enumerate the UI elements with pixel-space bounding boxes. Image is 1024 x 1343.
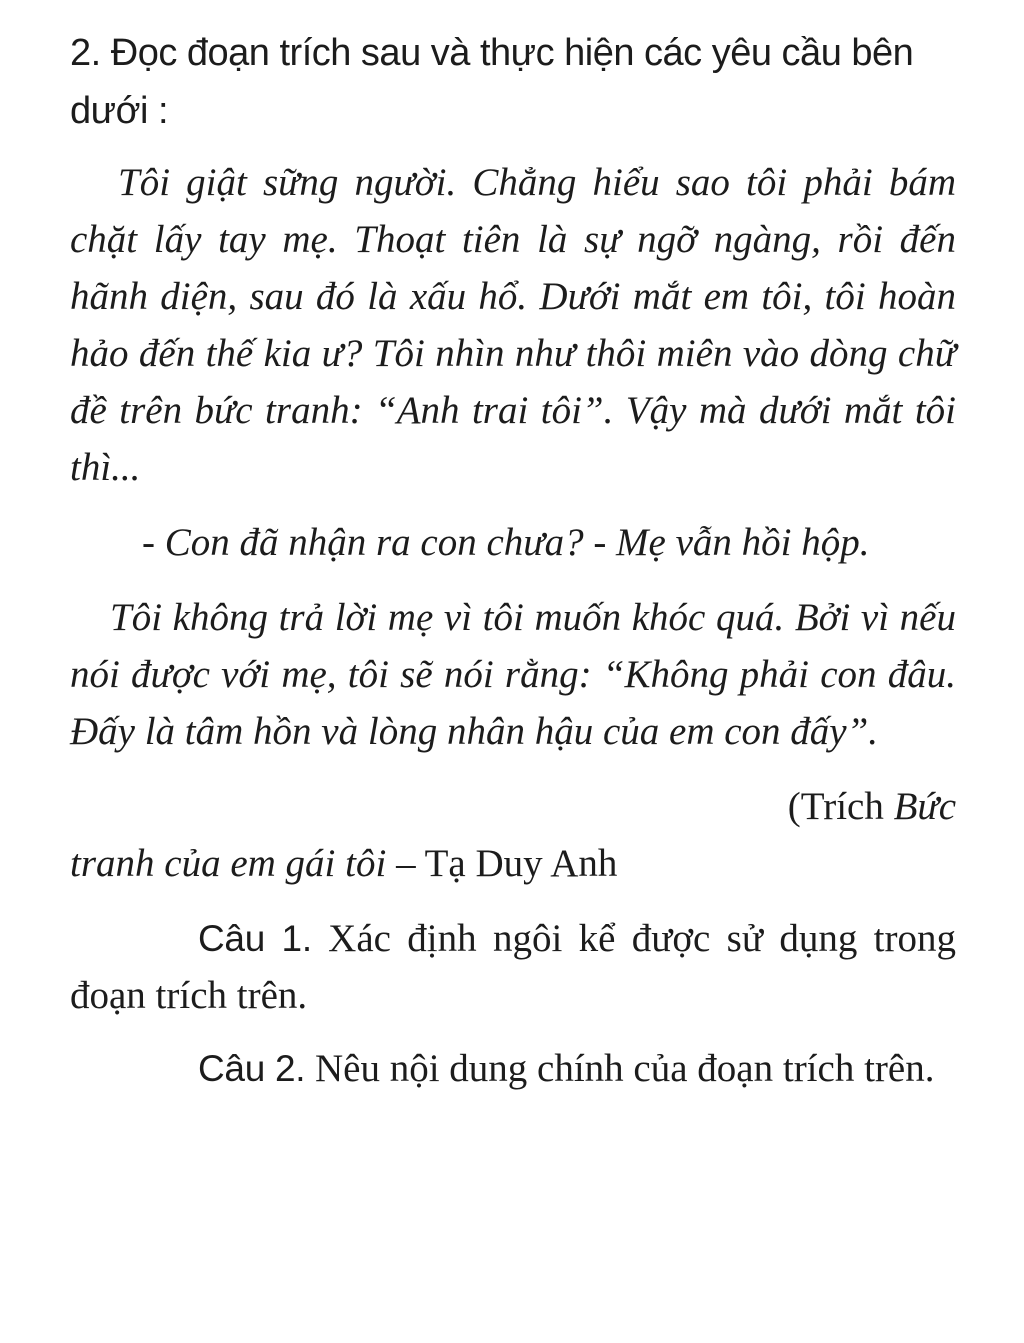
excerpt-paragraph-1: Tôi giật sững người. Chẳng hiểu sao tôi phải bám chặt lấy tay mẹ. Thoạt tiên là sự ngỡ ngàng, rồi đến hãnh diện, sau đó là xấu hổ. Dưới mắt em tôi, tôi hoàn hảo đến thế kia ư? Tôi nhìn như thôi miên vào dòng chữ đề trên bức tranh: “Anh trai tôi”. Vậy mà dưới mắt tôi thì...	[70, 161, 956, 489]
source-citation	[70, 778, 956, 892]
source-prefix: (Trích	[787, 785, 894, 828]
question-1-label: Câu 1.	[198, 918, 312, 959]
question-2	[70, 1040, 956, 1097]
source-first-line	[70, 778, 956, 835]
source-title-part-2: tranh của em gái tôi	[70, 842, 387, 885]
question-1-text: Xác định ngôi kể được sử dụng trong đoạn trích trên.	[70, 917, 956, 1017]
question-1	[70, 910, 956, 1024]
document-page	[70, 24, 956, 1113]
exercise-heading: 2. Đọc đoạn trích sau và thực hiện các yêu cầu bên dưới :	[70, 32, 914, 132]
excerpt-paragraph-3: Tôi không trả lời mẹ vì tôi muốn khóc quá. Bởi vì nếu nói được với mẹ, tôi sẽ nói rằng: “Không phải con đâu. Đấy là tâm hồn và lòng nhân hậu của em con đấy”.	[70, 596, 956, 753]
question-2-text: Nêu nội dung chính của đoạn trích trên.	[305, 1047, 935, 1090]
source-title-part-1: Bức	[893, 785, 956, 828]
source-author: – Tạ Duy Anh	[386, 842, 618, 885]
excerpt-paragraph-2: - Con đã nhận ra con chưa? - Mẹ vẫn hồi hộp.	[142, 521, 870, 564]
question-2-label: Câu 2.	[198, 1048, 306, 1089]
